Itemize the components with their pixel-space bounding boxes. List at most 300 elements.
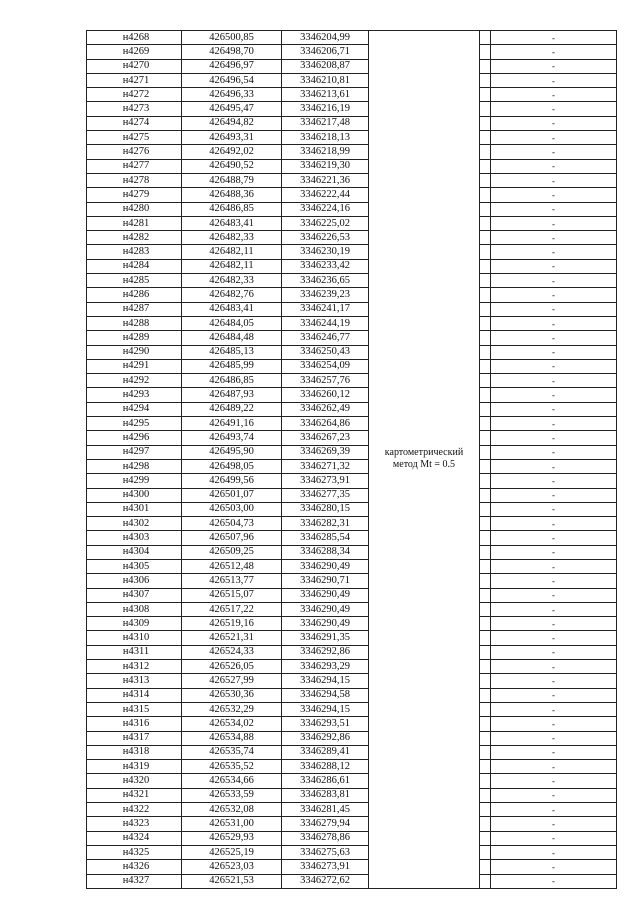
spacer-cell [480,259,491,273]
x-coordinate-cell: 426509,25 [182,545,282,559]
spacer-cell [480,388,491,402]
point-id-cell: н4322 [87,803,182,817]
x-coordinate-cell: 426485,99 [182,359,282,373]
x-coordinate-cell: 426503,00 [182,502,282,516]
dash-cell: - [491,102,617,116]
table-row [87,717,617,731]
point-id-cell: н4324 [87,831,182,845]
table-row [87,173,617,187]
y-coordinate-cell: 3346285,54 [282,531,369,545]
dash-cell: - [491,817,617,831]
spacer-cell [480,774,491,788]
dash-cell: - [491,831,617,845]
point-id-cell: н4317 [87,731,182,745]
x-coordinate-cell: 426484,48 [182,331,282,345]
point-id-cell: н4293 [87,388,182,402]
point-id-cell: н4307 [87,588,182,602]
x-coordinate-cell: 426493,74 [182,431,282,445]
y-coordinate-cell: 3346290,49 [282,617,369,631]
spacer-cell [480,545,491,559]
dash-cell: - [491,459,617,473]
method-text [385,447,463,471]
point-id-cell: н4273 [87,102,182,116]
x-coordinate-cell: 426490,52 [182,159,282,173]
table-row [87,88,617,102]
dash-cell: - [491,359,617,373]
x-coordinate-cell: 426534,88 [182,731,282,745]
x-coordinate-cell: 426492,02 [182,145,282,159]
x-coordinate-cell: 426500,85 [182,31,282,45]
table-row [87,803,617,817]
y-coordinate-cell: 3346290,49 [282,559,369,573]
spacer-cell [480,459,491,473]
x-coordinate-cell: 426517,22 [182,602,282,616]
point-id-cell: н4270 [87,59,182,73]
spacer-cell [480,345,491,359]
spacer-cell [480,445,491,459]
y-coordinate-cell: 3346294,15 [282,674,369,688]
table-row [87,188,617,202]
dash-cell: - [491,602,617,616]
x-coordinate-cell: 426532,29 [182,702,282,716]
x-coordinate-cell: 426526,05 [182,660,282,674]
spacer-cell [480,731,491,745]
spacer-cell [480,116,491,130]
dash-cell: - [491,688,617,702]
table-row [87,545,617,559]
spacer-cell [480,702,491,716]
dash-cell: - [491,274,617,288]
x-coordinate-cell: 426513,77 [182,574,282,588]
y-coordinate-cell: 3346233,42 [282,259,369,273]
point-id-cell: н4320 [87,774,182,788]
coordinates-table-page [86,30,608,889]
point-id-cell: н4294 [87,402,182,416]
dash-cell: - [491,745,617,759]
spacer-cell [480,517,491,531]
table-row [87,45,617,59]
spacer-cell [480,531,491,545]
table-row [87,788,617,802]
dash-cell: - [491,431,617,445]
table-row [87,145,617,159]
dash-cell: - [491,302,617,316]
spacer-cell [480,417,491,431]
x-coordinate-cell: 426483,41 [182,216,282,230]
table-row [87,817,617,831]
dash-cell: - [491,645,617,659]
dash-cell: - [491,331,617,345]
point-id-cell: н4274 [87,116,182,130]
y-coordinate-cell: 3346217,48 [282,116,369,130]
x-coordinate-cell: 426515,07 [182,588,282,602]
point-id-cell: н4279 [87,188,182,202]
dash-cell: - [491,316,617,330]
x-coordinate-cell: 426485,13 [182,345,282,359]
x-coordinate-cell: 426535,52 [182,760,282,774]
point-id-cell: н4283 [87,245,182,259]
dash-cell: - [491,588,617,602]
point-id-cell: н4287 [87,302,182,316]
spacer-cell [480,274,491,288]
table-row [87,245,617,259]
x-coordinate-cell: 426534,02 [182,717,282,731]
dash-cell: - [491,245,617,259]
point-id-cell: н4284 [87,259,182,273]
spacer-cell [480,502,491,516]
spacer-cell [480,188,491,202]
x-coordinate-cell: 426483,41 [182,302,282,316]
spacer-cell [480,602,491,616]
point-id-cell: н4295 [87,417,182,431]
table-row [87,531,617,545]
y-coordinate-cell: 3346291,35 [282,631,369,645]
point-id-cell: н4280 [87,202,182,216]
point-id-cell: н4302 [87,517,182,531]
dash-cell: - [491,774,617,788]
dash-cell: - [491,860,617,874]
point-id-cell: н4315 [87,702,182,716]
table-row [87,688,617,702]
coordinates-table [86,30,617,889]
dash-cell: - [491,73,617,87]
point-id-cell: н4275 [87,131,182,145]
point-id-cell: н4269 [87,45,182,59]
y-coordinate-cell: 3346281,45 [282,803,369,817]
y-coordinate-cell: 3346267,23 [282,431,369,445]
table-row [87,202,617,216]
table-row [87,59,617,73]
y-coordinate-cell: 3346230,19 [282,245,369,259]
table-row [87,831,617,845]
spacer-cell [480,73,491,87]
dash-cell: - [491,388,617,402]
table-row [87,731,617,745]
x-coordinate-cell: 426495,47 [182,102,282,116]
table-row [87,631,617,645]
table-row [87,502,617,516]
point-id-cell: н4281 [87,216,182,230]
point-id-cell: н4308 [87,602,182,616]
y-coordinate-cell: 3346282,31 [282,517,369,531]
point-id-cell: н4285 [87,274,182,288]
y-coordinate-cell: 3346236,65 [282,274,369,288]
x-coordinate-cell: 426488,79 [182,173,282,187]
dash-cell: - [491,202,617,216]
spacer-cell [480,374,491,388]
y-coordinate-cell: 3346221,36 [282,173,369,187]
table-row [87,73,617,87]
dash-cell: - [491,216,617,230]
x-coordinate-cell: 426482,11 [182,245,282,259]
table-row [87,517,617,531]
point-id-cell: н4288 [87,316,182,330]
dash-cell: - [491,803,617,817]
spacer-cell [480,588,491,602]
dash-cell: - [491,874,617,888]
table-row [87,231,617,245]
spacer-cell [480,717,491,731]
dash-cell: - [491,660,617,674]
table-row [87,702,617,716]
point-id-cell: н4310 [87,631,182,645]
spacer-cell [480,574,491,588]
table-row [87,345,617,359]
table-row [87,316,617,330]
y-coordinate-cell: 3346269,39 [282,445,369,459]
x-coordinate-cell: 426496,97 [182,59,282,73]
y-coordinate-cell: 3346262,49 [282,402,369,416]
table-row [87,488,617,502]
y-coordinate-cell: 3346219,30 [282,159,369,173]
x-coordinate-cell: 426534,66 [182,774,282,788]
x-coordinate-cell: 426498,05 [182,459,282,473]
x-coordinate-cell: 426531,00 [182,817,282,831]
table-row [87,588,617,602]
y-coordinate-cell: 3346293,51 [282,717,369,731]
table-row [87,388,617,402]
spacer-cell [480,474,491,488]
table-row [87,445,617,459]
y-coordinate-cell: 3346225,02 [282,216,369,230]
y-coordinate-cell: 3346292,86 [282,645,369,659]
y-coordinate-cell: 3346290,71 [282,574,369,588]
point-id-cell: н4298 [87,459,182,473]
spacer-cell [480,288,491,302]
y-coordinate-cell: 3346241,17 [282,302,369,316]
x-coordinate-cell: 426535,74 [182,745,282,759]
table-row [87,874,617,888]
table-row [87,31,617,45]
spacer-cell [480,102,491,116]
table-row [87,431,617,445]
spacer-cell [480,216,491,230]
table-row [87,402,617,416]
dash-cell: - [491,374,617,388]
spacer-cell [480,202,491,216]
x-coordinate-cell: 426529,93 [182,831,282,845]
dash-cell: - [491,402,617,416]
x-coordinate-cell: 426484,05 [182,316,282,330]
point-id-cell: н4311 [87,645,182,659]
spacer-cell [480,803,491,817]
spacer-cell [480,245,491,259]
y-coordinate-cell: 3346289,41 [282,745,369,759]
point-id-cell: н4272 [87,88,182,102]
x-coordinate-cell: 426527,99 [182,674,282,688]
spacer-cell [480,831,491,845]
dash-cell: - [491,731,617,745]
spacer-cell [480,788,491,802]
point-id-cell: н4312 [87,660,182,674]
table-row [87,331,617,345]
y-coordinate-cell: 3346294,58 [282,688,369,702]
spacer-cell [480,745,491,759]
dash-cell: - [491,574,617,588]
y-coordinate-cell: 3346292,86 [282,731,369,745]
y-coordinate-cell: 3346206,71 [282,45,369,59]
table-row [87,602,617,616]
spacer-cell [480,760,491,774]
table-row [87,745,617,759]
spacer-cell [480,631,491,645]
point-id-cell: н4325 [87,845,182,859]
y-coordinate-cell: 3346246,77 [282,331,369,345]
x-coordinate-cell: 426491,16 [182,417,282,431]
table-row [87,845,617,859]
point-id-cell: н4323 [87,817,182,831]
x-coordinate-cell: 426524,33 [182,645,282,659]
dash-cell: - [491,517,617,531]
x-coordinate-cell: 426493,31 [182,131,282,145]
y-coordinate-cell: 3346279,94 [282,817,369,831]
table-row [87,159,617,173]
dash-cell: - [491,116,617,130]
x-coordinate-cell: 426495,90 [182,445,282,459]
point-id-cell: н4289 [87,331,182,345]
table-row [87,417,617,431]
x-coordinate-cell: 426532,08 [182,803,282,817]
dash-cell: - [491,159,617,173]
y-coordinate-cell: 3346280,15 [282,502,369,516]
y-coordinate-cell: 3346290,49 [282,602,369,616]
y-coordinate-cell: 3346293,29 [282,660,369,674]
point-id-cell: н4278 [87,173,182,187]
spacer-cell [480,231,491,245]
point-id-cell: н4327 [87,874,182,888]
spacer-cell [480,660,491,674]
table-row [87,660,617,674]
x-coordinate-cell: 426519,16 [182,617,282,631]
x-coordinate-cell: 426521,53 [182,874,282,888]
spacer-cell [480,874,491,888]
y-coordinate-cell: 3346216,19 [282,102,369,116]
spacer-cell [480,159,491,173]
point-id-cell: н4313 [87,674,182,688]
x-coordinate-cell: 426499,56 [182,474,282,488]
table-row [87,459,617,473]
y-coordinate-cell: 3346213,61 [282,88,369,102]
spacer-cell [480,145,491,159]
spacer-cell [480,31,491,45]
point-id-cell: н4301 [87,502,182,516]
spacer-cell [480,45,491,59]
point-id-cell: н4276 [87,145,182,159]
x-coordinate-cell: 426489,22 [182,402,282,416]
point-id-cell: н4306 [87,574,182,588]
point-id-cell: н4314 [87,688,182,702]
y-coordinate-cell: 3346208,87 [282,59,369,73]
dash-cell: - [491,88,617,102]
table-row [87,774,617,788]
x-coordinate-cell: 426487,93 [182,388,282,402]
spacer-cell [480,645,491,659]
y-coordinate-cell: 3346290,49 [282,588,369,602]
dash-cell: - [491,760,617,774]
x-coordinate-cell: 426501,07 [182,488,282,502]
method-cell [369,31,480,889]
y-coordinate-cell: 3346239,23 [282,288,369,302]
dash-cell: - [491,417,617,431]
table-row [87,359,617,373]
point-id-cell: н4282 [87,231,182,245]
dash-cell: - [491,345,617,359]
table-row [87,274,617,288]
spacer-cell [480,173,491,187]
y-coordinate-cell: 3346260,12 [282,388,369,402]
y-coordinate-cell: 3346218,99 [282,145,369,159]
dash-cell: - [491,59,617,73]
y-coordinate-cell: 3346294,15 [282,702,369,716]
x-coordinate-cell: 426482,33 [182,231,282,245]
table-row [87,302,617,316]
y-coordinate-cell: 3346272,62 [282,874,369,888]
y-coordinate-cell: 3346244,19 [282,316,369,330]
y-coordinate-cell: 3346283,81 [282,788,369,802]
x-coordinate-cell: 426498,70 [182,45,282,59]
dash-cell: - [491,474,617,488]
spacer-cell [480,431,491,445]
point-id-cell: н4290 [87,345,182,359]
table-row [87,674,617,688]
spacer-cell [480,402,491,416]
spacer-cell [480,359,491,373]
spacer-cell [480,131,491,145]
y-coordinate-cell: 3346257,76 [282,374,369,388]
y-coordinate-cell: 3346250,43 [282,345,369,359]
dash-cell: - [491,845,617,859]
point-id-cell: н4304 [87,545,182,559]
spacer-cell [480,674,491,688]
x-coordinate-cell: 426507,96 [182,531,282,545]
x-coordinate-cell: 426533,59 [182,788,282,802]
point-id-cell: н4296 [87,431,182,445]
dash-cell: - [491,717,617,731]
dash-cell: - [491,145,617,159]
x-coordinate-cell: 426482,76 [182,288,282,302]
point-id-cell: н4300 [87,488,182,502]
point-id-cell: н4309 [87,617,182,631]
dash-cell: - [491,45,617,59]
dash-cell: - [491,173,617,187]
dash-cell: - [491,288,617,302]
y-coordinate-cell: 3346277,35 [282,488,369,502]
x-coordinate-cell: 426525,19 [182,845,282,859]
dash-cell: - [491,231,617,245]
dash-cell: - [491,259,617,273]
x-coordinate-cell: 426523,03 [182,860,282,874]
x-coordinate-cell: 426496,54 [182,73,282,87]
point-id-cell: н4277 [87,159,182,173]
point-id-cell: н4321 [87,788,182,802]
dash-cell: - [491,631,617,645]
y-coordinate-cell: 3346264,86 [282,417,369,431]
point-id-cell: н4268 [87,31,182,45]
y-coordinate-cell: 3346210,81 [282,73,369,87]
table-row [87,102,617,116]
dash-cell: - [491,31,617,45]
dash-cell: - [491,674,617,688]
spacer-cell [480,59,491,73]
point-id-cell: н4305 [87,559,182,573]
table-row [87,574,617,588]
x-coordinate-cell: 426482,33 [182,274,282,288]
point-id-cell: н4297 [87,445,182,459]
dash-cell: - [491,559,617,573]
dash-cell: - [491,531,617,545]
table-row [87,288,617,302]
y-coordinate-cell: 3346288,12 [282,760,369,774]
